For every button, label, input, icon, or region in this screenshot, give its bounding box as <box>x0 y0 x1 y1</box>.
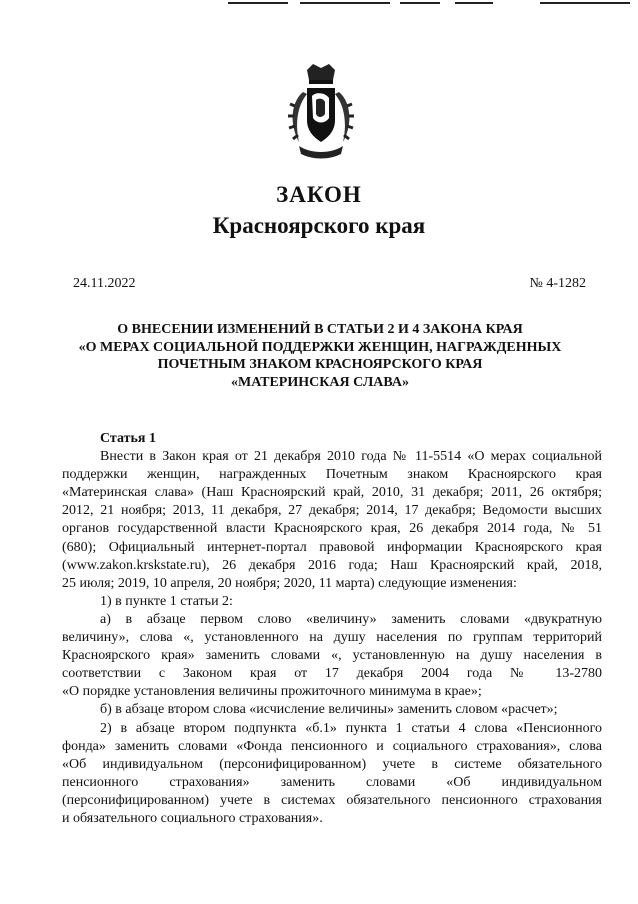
document-title: ЗАКОН <box>276 182 362 207</box>
body-line: органов государственной власти Красноярского края, 26 декабря 2014 года, № 51 <box>62 521 602 537</box>
document-body <box>62 430 602 828</box>
heading-line: «МАТЕРИНСКАЯ СЛАВА» <box>231 374 409 390</box>
body-line: фонда» заменить словами «Фонда пенсионного и социального страхования», слова <box>62 738 602 754</box>
body-line: 2) в абзаце втором подпункта «б.1» пункта 1 статьи 4 слова «Пенсионного <box>100 720 602 736</box>
body-line: «О порядке установления величины прожиточного минимума в крае»; <box>62 684 482 700</box>
heading-line: ПОЧЕТНЫМ ЗНАКОМ КРАСНОЯРСКОГО КРАЯ <box>157 357 483 372</box>
body-line: 25 июля; 2019, 10 апреля, 20 ноября; 2020, 11 марта) следующие изменения: <box>62 575 517 591</box>
body-line: и обязательного социального страхования». <box>62 810 323 826</box>
document-date: 24.11.2022 <box>73 276 136 291</box>
body-line: б) в абзаце втором слова «исчисление величины» заменить словом «расчет»; <box>100 702 558 718</box>
heading-line: «О МЕРАХ СОЦИАЛЬНОЙ ПОДДЕРЖКИ ЖЕНЩИН, НАГРАЖДЕННЫХ <box>78 339 562 355</box>
body-line: Внести в Закон края от 21 декабря 2010 года № 11-5514 «О мерах социальной <box>100 449 602 465</box>
body-line: (680); Официальный интернет-портал правовой информации Красноярского края <box>62 539 602 555</box>
body-line: величину», слова «, установленного на душу населения по группам территорий <box>62 630 602 646</box>
document-number: № 4-1282 <box>529 276 586 291</box>
body-line: «Материнская слава» (Наш Красноярский край, 2010, 31 декабря; 2011, 26 октября; <box>62 485 602 501</box>
law-heading <box>40 321 600 391</box>
body-line: а) в абзаце первом слово «величину» заменить словами «двукратную <box>100 611 602 627</box>
body-line: «Об индивидуальном (персонифицированном) учете в системе обязательного <box>62 756 602 772</box>
body-line: (www.zakon.krskstate.ru), 26 декабря 2016 года; Наш Красноярский край, 2018, <box>62 557 602 573</box>
body-line: поддержки женщин, награжденных Почетным знаком Красноярского края <box>62 467 602 483</box>
scan-artifact-line <box>0 2 638 5</box>
body-line: соответствии с Законом края от 17 декабря 2004 года № 13-2780 <box>62 666 602 682</box>
body-line: пенсионного страхования» заменить словами «Об индивидуальном <box>62 774 602 790</box>
body-line: 2012, 21 ноября; 2013, 11 декабря, 27 декабря; 2014, 17 декабря; Ведомости высших <box>62 503 602 519</box>
body-line: Красноярского края» заменить словами «, установленную на душу населения в <box>62 648 602 664</box>
coat-of-arms-icon <box>285 62 357 162</box>
heading-line: О ВНЕСЕНИИ ИЗМЕНЕНИЙ В СТАТЬИ 2 И 4 ЗАКОНА КРАЯ <box>117 322 523 337</box>
body-line: 1) в пункте 1 статьи 2: <box>100 593 233 609</box>
article-title: Статья 1 <box>100 431 156 446</box>
document-subtitle: Красноярского края <box>212 213 426 238</box>
body-line: (персонифицированном) учете в системах обязательного пенсионного страхования <box>62 792 602 808</box>
